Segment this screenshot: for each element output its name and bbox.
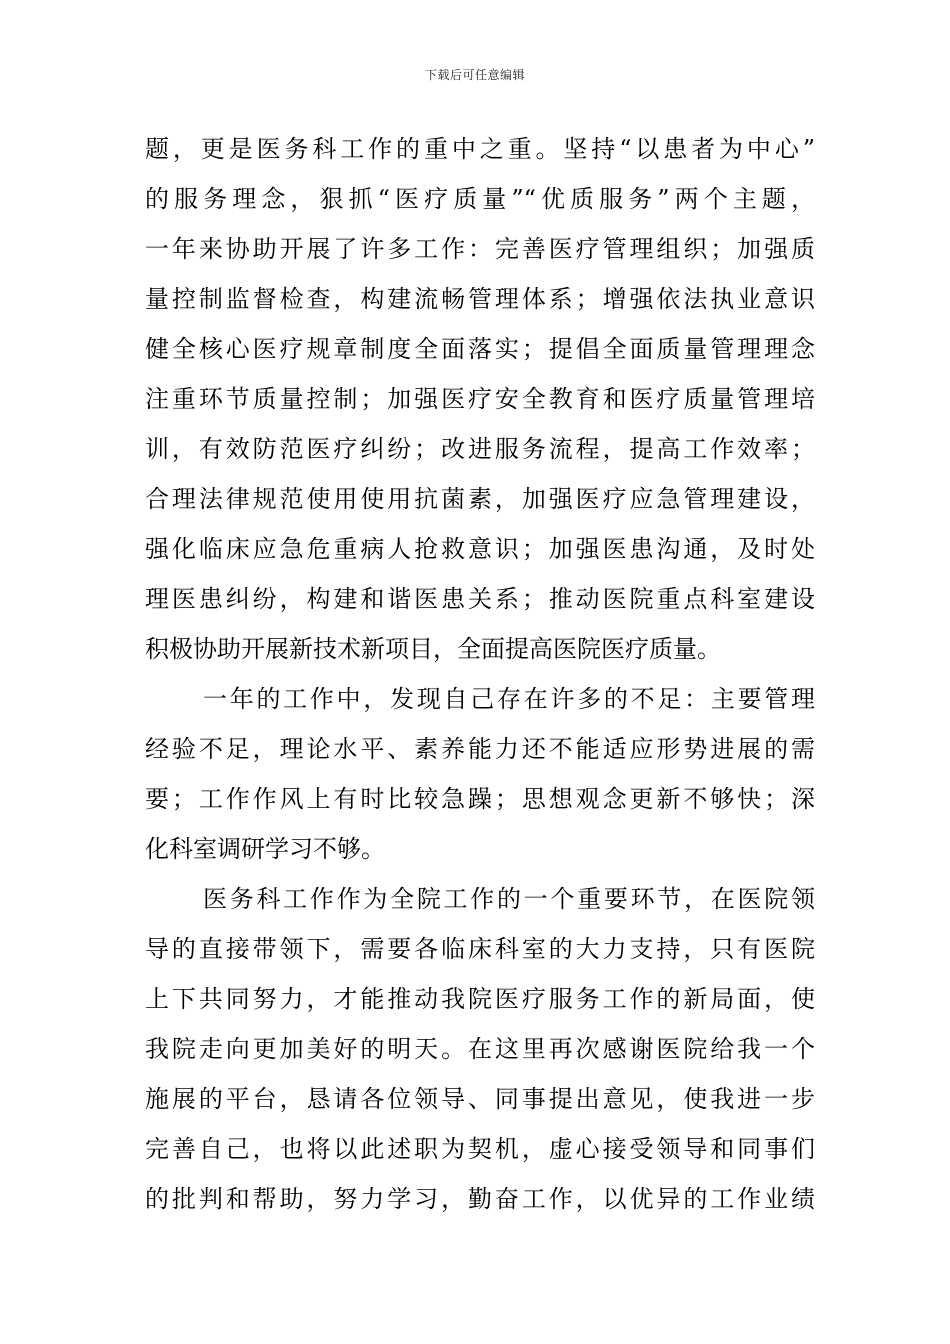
text-line: 完善自己，也将以此述职为契机，虚心接受领导和同事们	[145, 1135, 815, 1163]
page-header: 下载后可任意编辑	[424, 68, 525, 82]
text-line: 训，有效防范医疗纠纷；改进服务流程，提高工作效率；	[145, 435, 815, 463]
text-line: 化科室调研学习不够。	[145, 835, 385, 863]
text-line: 合理法律规范使用使用抗菌素，加强医疗应急管理建设，	[145, 485, 815, 513]
text-line: 量控制监督检查，构建流畅管理体系；增强依法执业意识	[145, 285, 815, 313]
text-line: 健全核心医疗规章制度全面落实；提倡全面质量管理理念	[145, 335, 815, 363]
document-body	[145, 124, 815, 1224]
text-line: 我院走向更加美好的明天。在这里再次感谢医院给我一个	[145, 1035, 815, 1063]
text-line: 施展的平台，恳请各位领导、同事提出意见，使我进一步	[145, 1085, 815, 1113]
text-line: 要；工作作风上有时比较急躁；思想观念更新不够快；深	[145, 785, 815, 813]
text-line: 题，更是医务科工作的重中之重。坚持“以患者为中心”	[145, 135, 815, 163]
text-line: 注重环节质量控制；加强医疗安全教育和医疗质量管理培	[145, 385, 815, 413]
text-line: 上下共同努力，才能推动我院医疗服务工作的新局面，使	[145, 985, 815, 1013]
text-line: 的服务理念，狠抓“医疗质量”“优质服务”两个主题，	[145, 185, 815, 213]
text-line: 强化临床应急危重病人抢救意识；加强医患沟通，及时处	[145, 535, 815, 563]
text-line: 医务科工作作为全院工作的一个重要环节，在医院领	[203, 885, 815, 913]
paragraph-3	[145, 874, 815, 1224]
text-line: 积极协助开展新技术新项目，全面提高医院医疗质量。	[145, 635, 721, 663]
paragraph-1	[145, 124, 815, 674]
paragraph-2	[145, 674, 815, 874]
text-line: 导的直接带领下，需要各临床科室的大力支持，只有医院	[145, 935, 815, 963]
text-line: 一年的工作中，发现自己存在许多的不足：主要管理	[203, 685, 815, 713]
text-line: 一年来协助开展了许多工作：完善医疗管理组织；加强质	[145, 235, 815, 263]
text-line: 的批判和帮助，努力学习，勤奋工作，以优异的工作业绩	[145, 1185, 815, 1213]
text-line: 理医患纠纷，构建和谐医患关系；推动医院重点科室建设	[145, 585, 815, 613]
text-line: 经验不足，理论水平、素养能力还不能适应形势进展的需	[145, 735, 815, 763]
